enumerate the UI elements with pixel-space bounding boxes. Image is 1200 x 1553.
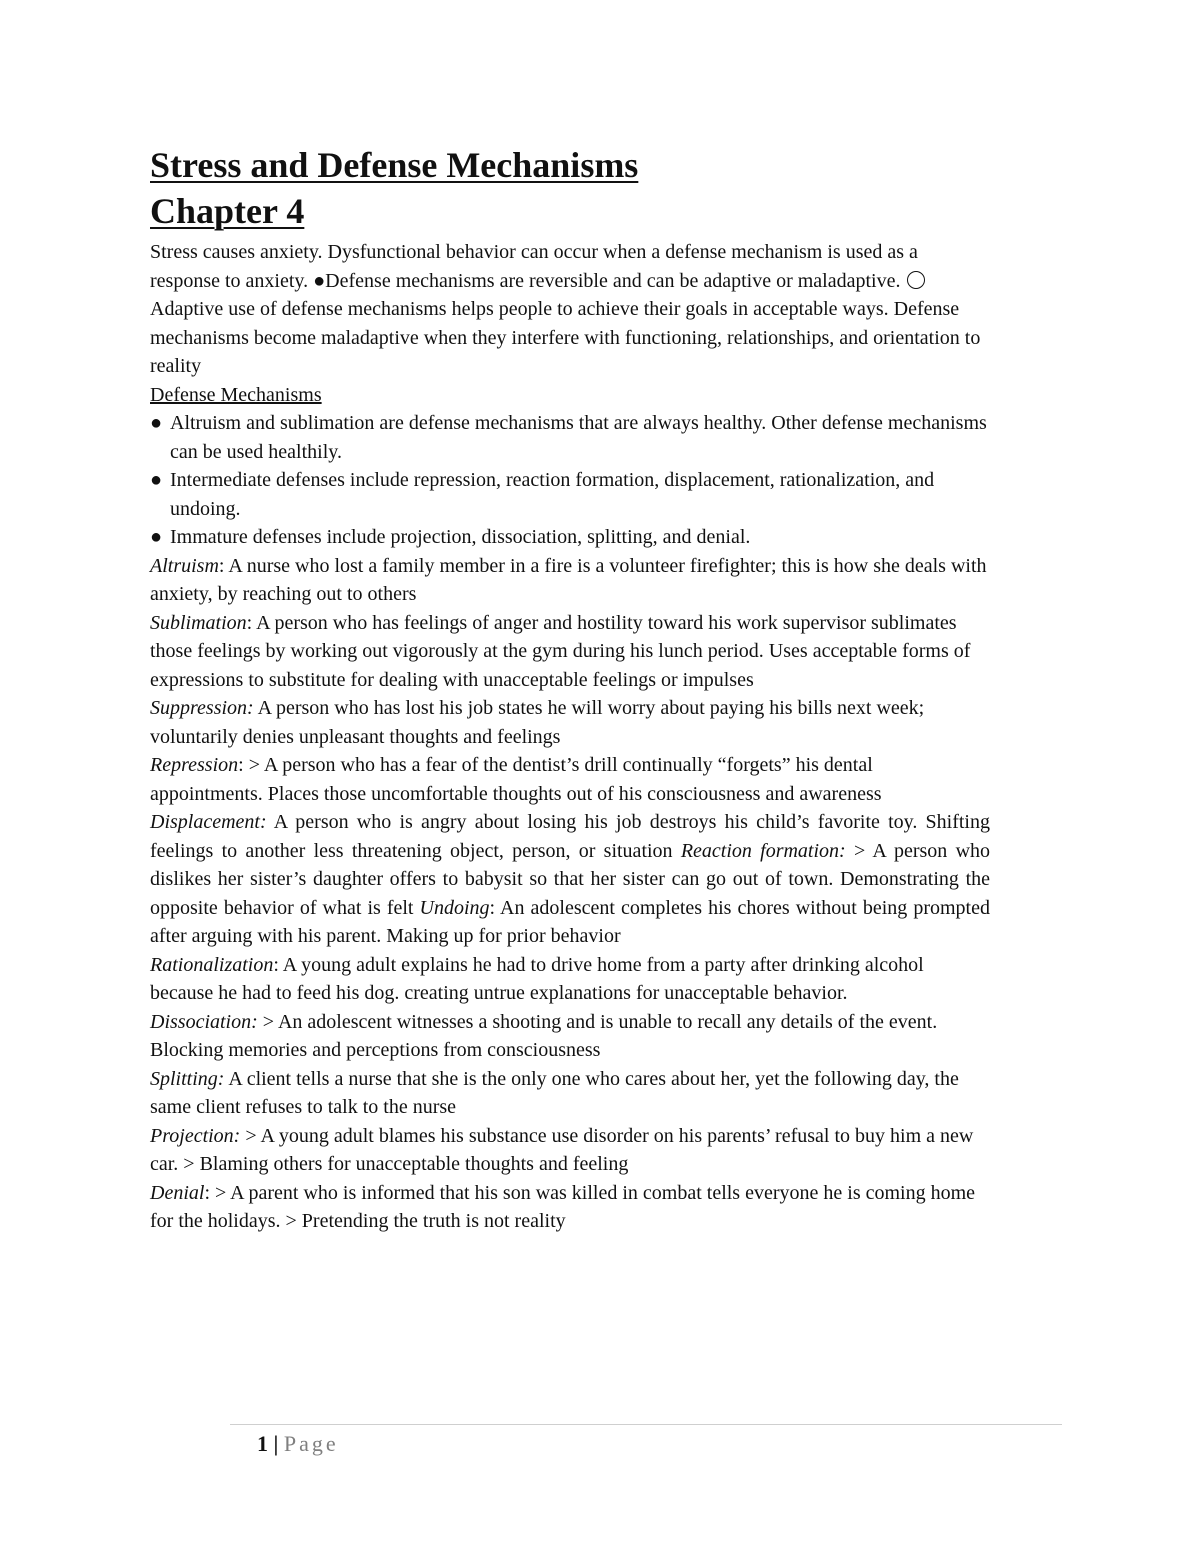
splitting-text: A client tells a nurse that she is the only one who cares about her, yet the following day, the same client refuses to talk to the nurse	[150, 1067, 959, 1118]
bullet-dot-icon: ●	[150, 469, 163, 491]
rationalization-text: : A young adult explains he had to drive home from a party after drinking alcohol because he had to feed his dog. creating untrue explanations for unacceptable behavior.	[150, 953, 924, 1004]
projection-entry	[150, 1122, 990, 1179]
term-suppression: Suppression:	[150, 697, 254, 719]
dissociation-entry	[150, 1008, 990, 1065]
suppression-text: A person who has lost his job states he will worry about paying his bills next week; voluntarily denies unpleasant thoughts and feelings	[150, 697, 925, 748]
hollow-circle-bullet-icon	[907, 271, 925, 289]
term-undoing: Undoing	[419, 896, 490, 919]
projection-text: > A young adult blames his substance use disorder on his parents’ refusal to buy him a new car. > Blaming others for unacceptable thoughts and feeling	[150, 1124, 974, 1175]
repression-text: : > A person who has a fear of the dentist’s drill continually “forgets” his dental appointments. Places those uncomfortable thoughts out of his consciousness and awareness	[150, 754, 882, 805]
term-sublimation: Sublimation	[150, 611, 247, 634]
intro-text-part1: Stress causes anxiety. Dysfunctional behavior can occur when a defense mechanism is used as a response to anxiety. ●Defense mechanisms are reversible and can be adaptive or maladaptive.	[150, 241, 918, 292]
reaction-formation-text: > A person who dislikes her sister’s daughter offers to babysit so that her sister can go out of town. Demonstrating the opposite behavior of what is felt	[150, 839, 991, 919]
displacement-entry	[150, 808, 990, 951]
bullet-dot-icon: ●	[150, 412, 163, 434]
document-title: Stress and Defense Mechanisms	[150, 145, 639, 185]
term-repression: Repression	[150, 754, 239, 776]
term-denial: Denial	[150, 1181, 205, 1204]
altruism-entry	[150, 552, 990, 609]
bullet-dot-icon: ●	[150, 526, 163, 548]
list-item	[150, 409, 990, 466]
footer-separator: |	[273, 1431, 279, 1456]
page-label: Page	[283, 1431, 339, 1456]
suppression-entry	[150, 694, 990, 751]
displacement-text: A person who is angry about losing his job destroys his child’s favorite toy. Shifting feelings to another less threatening object, person, or situation	[150, 811, 990, 862]
list-item-text: Altruism and sublimation are defense mechanisms that are always healthy. Other defense mechanisms can be used healthily.	[170, 412, 987, 463]
denial-entry	[150, 1179, 990, 1236]
term-reaction-formation: Reaction formation:	[680, 839, 846, 862]
dissociation-text: > An adolescent witnesses a shooting and is unable to recall any details of the event. Blocking memories and perceptions from consciousness	[150, 1010, 938, 1061]
sublimation-entry	[150, 609, 990, 695]
list-item	[150, 466, 990, 523]
term-rationalization: Rationalization	[150, 953, 274, 976]
intro-paragraph	[150, 238, 990, 381]
page-number: 1	[257, 1431, 268, 1456]
term-dissociation: Dissociation:	[150, 1010, 258, 1033]
footer-divider	[230, 1424, 1062, 1425]
term-projection: Projection:	[150, 1124, 241, 1147]
page-footer	[257, 1430, 339, 1458]
rationalization-entry	[150, 951, 990, 1008]
repression-entry	[150, 751, 990, 808]
splitting-entry	[150, 1065, 990, 1122]
list-item	[150, 523, 990, 552]
denial-text: : > A parent who is informed that his son was killed in combat tells everyone he is coming home for the holidays. > Pretending the truth is not reality	[150, 1181, 976, 1232]
term-displacement: Displacement:	[150, 811, 267, 833]
term-altruism: Altruism	[150, 554, 219, 577]
list-item-text: Immature defenses include projection, dissociation, splitting, and denial.	[170, 526, 751, 548]
list-item-text: Intermediate defenses include repression, reaction formation, displacement, rationalization, and undoing.	[170, 469, 935, 520]
undoing-text: : An adolescent completes his chores without being prompted after arguing with his parent. Making up for prior behavior	[150, 896, 990, 947]
term-splitting: Splitting:	[150, 1067, 225, 1090]
chapter-heading: Chapter 4	[150, 191, 305, 231]
altruism-text: : A nurse who lost a family member in a fire is a volunteer firefighter; this is how she deals with anxiety, by reaching out to others	[150, 554, 987, 605]
sublimation-text: : A person who has feelings of anger and hostility toward his work supervisor sublimates those feelings by working out vigorously at the gym during his lunch period. Uses acceptable forms of expressions to substitute for dealing with unacceptable feelings or impulses	[150, 611, 971, 691]
page-content	[150, 142, 990, 1236]
section-heading: Defense Mechanisms	[150, 383, 322, 406]
intro-text-part2: Adaptive use of defense mechanisms helps people to achieve their goals in acceptable ways. Defense mechanisms become maladaptive when they interfere with functioning, relationships, and orientation to reality	[150, 298, 981, 377]
bullet-list	[150, 409, 990, 552]
